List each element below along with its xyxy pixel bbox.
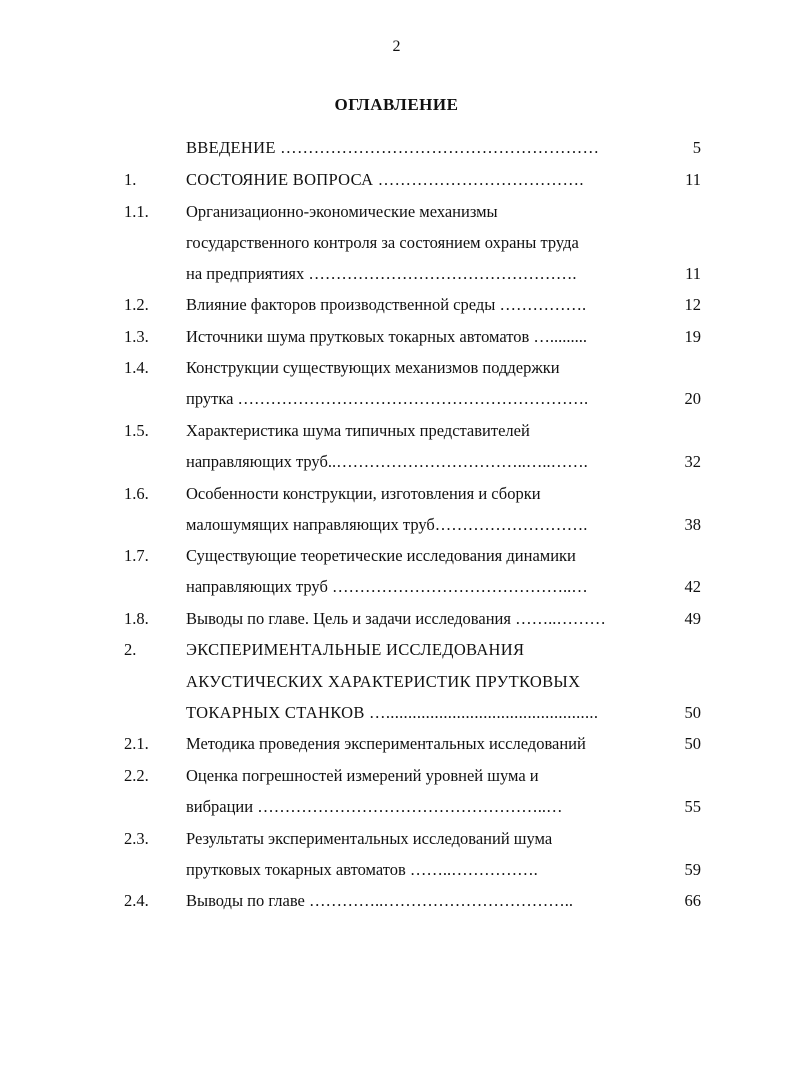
toc-entry-page: 11 [685, 264, 701, 283]
toc-entry-text: направляющих труб ……………………………………..… [186, 577, 588, 596]
toc-entry-2-3 [0, 824, 793, 854]
toc-entry-text: АКУСТИЧЕСКИХ ХАРАКТЕРИСТИК ПРУТКОВЫХ [186, 672, 581, 691]
toc-entry-text: малошумящих направляющих труб………………………. [186, 515, 588, 534]
toc-entry-2-2 [0, 761, 793, 791]
toc-entry-1-3 [0, 322, 793, 352]
toc-title: ОГЛАВЛЕНИЕ [334, 95, 459, 114]
toc-entry-number: 2.4. [124, 891, 149, 910]
page-number: 2 [392, 38, 401, 55]
toc-entry-text: Особенности конструкции, изготовления и сборки [186, 484, 541, 503]
toc-entry-number: 2.2. [124, 766, 149, 785]
toc-entry-text: прутковых токарных автоматов ……..……………. [186, 860, 538, 879]
toc-entry-text: Организационно-экономические механизмы [186, 202, 498, 221]
toc-entry-text: Методика проведения экспериментальных исследований [186, 734, 586, 753]
toc-entry-number: 1.1. [124, 202, 149, 221]
toc-entry-1-1-line3 [0, 259, 793, 289]
toc-entry-number: 1.7. [124, 546, 149, 565]
toc-entry-page: 49 [684, 609, 701, 628]
toc-entry-1-6-line2 [0, 510, 793, 540]
toc-entry-number: 2.1. [124, 734, 149, 753]
toc-entry-number: 1.2. [124, 295, 149, 314]
toc-entry-page: 55 [684, 797, 701, 816]
toc-entry-1-6 [0, 479, 793, 509]
toc-entry-page: 20 [684, 389, 701, 408]
toc-entry-1-7 [0, 541, 793, 571]
toc-entry-1 [0, 165, 793, 195]
toc-entry-1-5-line2 [0, 447, 793, 477]
toc-entry-text: прутка ………………………………………………………. [186, 389, 589, 408]
toc-entry-introduction [0, 133, 793, 163]
toc-entry-1-1 [0, 197, 793, 227]
toc-entry-text: ЭКСПЕРИМЕНТАЛЬНЫЕ ИССЛЕДОВАНИЯ [186, 640, 525, 659]
toc-entry-text: Результаты экспериментальных исследований шума [186, 829, 553, 848]
toc-entry-number: 1.6. [124, 484, 149, 503]
toc-entry-text: СОСТОЯНИЕ ВОПРОСА ………………………………. [186, 170, 584, 189]
toc-entry-1-1-line2 [0, 228, 793, 258]
toc-entry-text: направляющих труб..……………………………..…..……. [186, 452, 588, 471]
toc-entry-page: 50 [684, 703, 701, 722]
toc-entry-1-2 [0, 290, 793, 320]
toc-entry-1-4-line2 [0, 384, 793, 414]
toc-entry-text: Оценка погрешностей измерений уровней шума и [186, 766, 539, 785]
toc-entry-text: Источники шума прутковых токарных автоматов …......... [186, 327, 588, 346]
toc-entry-page: 59 [684, 860, 701, 879]
toc-entry-page: 11 [685, 170, 701, 189]
toc-entry-text: на предприятиях …………………………………………. [186, 264, 577, 283]
toc-entry-text: Выводы по главе …………..…………………………….. [186, 891, 573, 910]
toc-entry-number: 2.3. [124, 829, 149, 848]
toc-entry-page: 19 [684, 327, 701, 346]
toc-entry-number: 1.4. [124, 358, 149, 377]
toc-entry-page: 38 [684, 515, 701, 534]
toc-entry-page: 5 [692, 138, 701, 157]
toc-entry-page: 50 [684, 734, 701, 753]
toc-entry-1-5 [0, 416, 793, 446]
toc-entry-1-7-line2 [0, 572, 793, 602]
toc-entry-2 [0, 635, 793, 665]
toc-entry-2-2-line2 [0, 792, 793, 822]
toc-entry-2-4 [0, 886, 793, 916]
toc-entry-number: 1.5. [124, 421, 149, 440]
toc-entry-number: 1.3. [124, 327, 149, 346]
toc-entry-2-line2 [0, 667, 793, 697]
toc-entry-number: 1. [124, 170, 137, 189]
toc-entry-page: 12 [684, 295, 701, 314]
toc-entry-text: ВВЕДЕНИЕ ………………………………………………… [186, 138, 600, 157]
toc-entry-number: 2. [124, 640, 137, 659]
toc-entry-number: 1.8. [124, 609, 149, 628]
toc-entry-text: вибрации ……………………………………………..… [186, 797, 563, 816]
toc-entry-text: Выводы по главе. Цель и задачи исследования ……..……… [186, 609, 606, 628]
toc-entry-text: ТОКАРНЫХ СТАНКОВ …................................................ [186, 703, 599, 722]
toc-entry-page: 32 [684, 452, 701, 471]
toc-entry-text: Существующие теоретические исследования динамики [186, 546, 576, 565]
toc-entry-text: Характеристика шума типичных представителей [186, 421, 530, 440]
toc-entry-text: Конструкции существующих механизмов поддержки [186, 358, 560, 377]
toc-entry-page: 42 [684, 577, 701, 596]
toc-entry-2-1 [0, 729, 793, 759]
toc-entry-text: государственного контроля за состоянием охраны труда [186, 233, 579, 252]
toc-entry-text: Влияние факторов производственной среды ……………. [186, 295, 587, 314]
toc-entry-2-3-line2 [0, 855, 793, 885]
toc-entry-1-4 [0, 353, 793, 383]
toc-entry-2-line3 [0, 698, 793, 728]
toc-entry-1-8 [0, 604, 793, 634]
toc-entry-page: 66 [684, 891, 701, 910]
